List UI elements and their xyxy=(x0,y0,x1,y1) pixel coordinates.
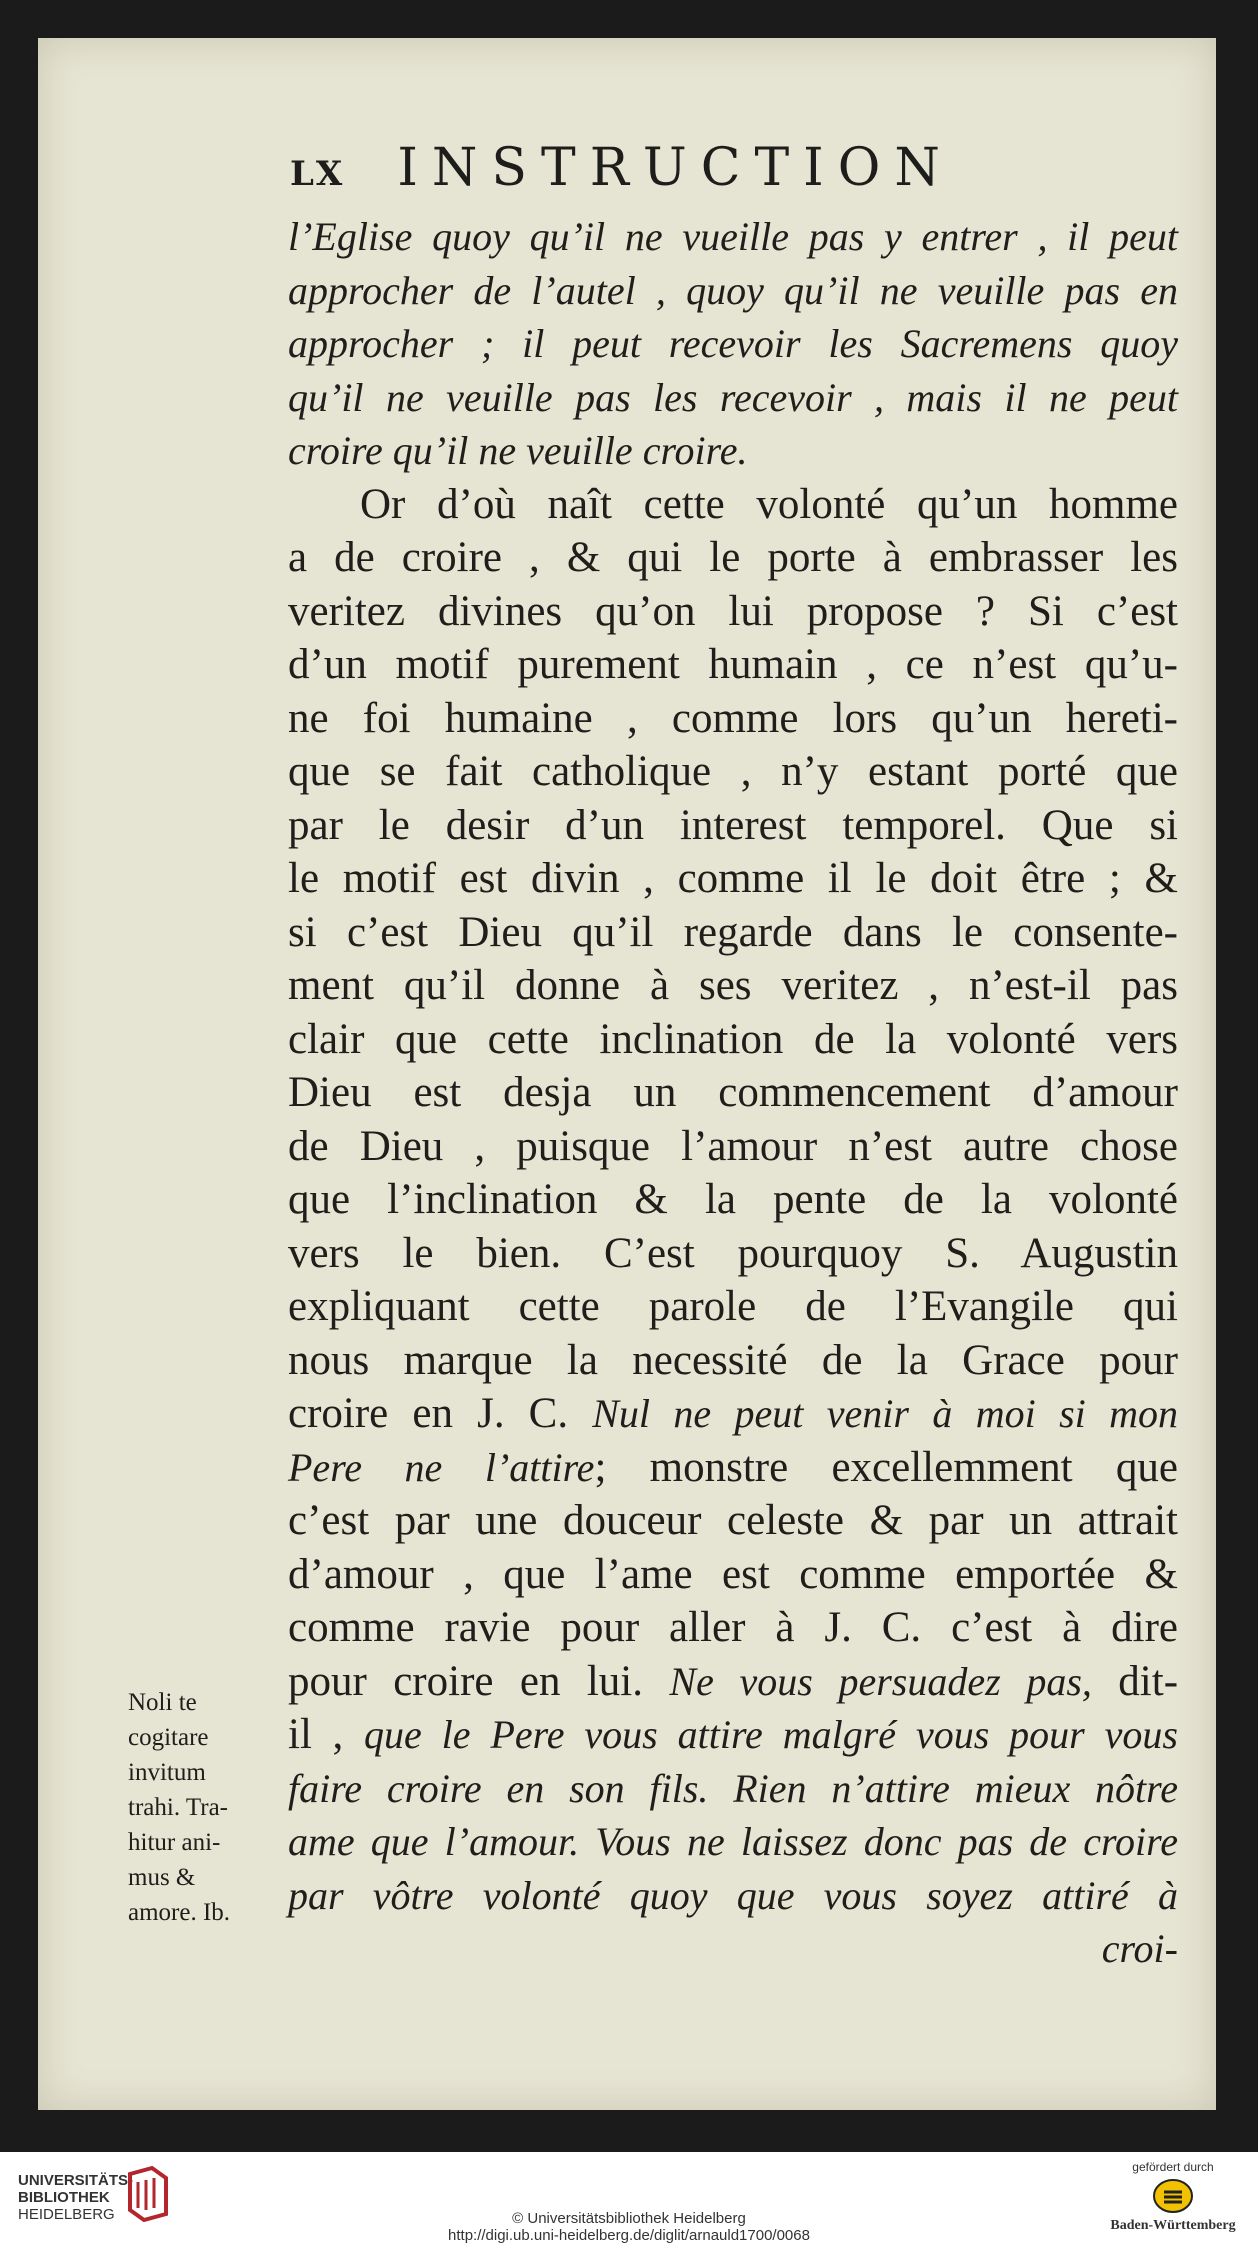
sponsor-label: gefördert durch xyxy=(1132,2160,1214,2174)
catchword: croi- xyxy=(1101,1926,1178,1971)
margin-note-line: invitum xyxy=(128,1759,206,1786)
margin-note xyxy=(128,1685,278,1930)
text-line: approcher ; il peut recevoir les Sacremens quoy xyxy=(288,321,1178,366)
viewer-footer xyxy=(0,2152,1258,2242)
text-line: qu’il ne veuille pas les recevoir , mais il ne peut xyxy=(288,374,1178,420)
text-line: que se fait catholique , n’y estant porté que xyxy=(288,748,1178,795)
library-name-line: BIBLIOTHEK xyxy=(18,2189,110,2206)
text-roman: ; monstre excellemment que xyxy=(594,1443,1178,1491)
folio-number: LX xyxy=(290,154,345,194)
text-line: Dieu est desja un commencement d’amour xyxy=(288,1069,1178,1116)
text-italic: Nul ne peut venir à moi si mon xyxy=(592,1391,1179,1436)
text-line: d’amour , que l’ame est comme emportée & xyxy=(288,1550,1178,1598)
library-name-line: HEIDELBERG xyxy=(18,2206,115,2223)
margin-note-line: Noli te xyxy=(128,1689,197,1716)
library-name-line: UNIVERSITÄTS- xyxy=(18,2172,134,2189)
text-line xyxy=(288,1441,1178,1495)
text-line xyxy=(288,1387,1178,1441)
page-header xyxy=(290,138,954,198)
text-line: faire croire en son fils. Rien n’attire mieux nôtre xyxy=(288,1765,1178,1811)
copyright-block xyxy=(0,2210,1258,2244)
text-line: a de croire , & qui le porte à embrasser les xyxy=(288,534,1178,581)
copyright-text: © Universitätsbibliothek Heidelberg xyxy=(512,2210,746,2227)
sponsor-block xyxy=(1098,2160,1248,2234)
text-line: par le desir d’un interest temporel. Que si xyxy=(288,801,1178,849)
text-line xyxy=(288,1708,1178,1762)
text-italic: que le Pere vous attire malgré vous pour vous xyxy=(363,1712,1178,1757)
permalink[interactable]: http://digi.ub.uni-heidelberg.de/diglit/arnauld1700/0068 xyxy=(448,2227,810,2244)
text-italic: Ne vous persuadez pas, xyxy=(669,1658,1092,1704)
text-roman: pour croire en lui. xyxy=(288,1657,643,1705)
margin-note-line: amore. Ib. xyxy=(128,1899,231,1926)
text-line: comme ravie pour aller à J. C. c’est à dire xyxy=(288,1604,1178,1651)
state-crest-icon xyxy=(1152,2178,1194,2214)
text-roman: il , xyxy=(288,1711,344,1758)
text-line: croire qu’il ne veuille croire. xyxy=(288,428,748,473)
text-line: Or d’où naît cette volonté qu’un homme xyxy=(360,480,1178,528)
text-line: par vôtre volonté quoy que vous soyez attiré à xyxy=(288,1872,1178,1918)
text-line: expliquant cette parole de l’Evangile qui xyxy=(288,1283,1178,1330)
text-line xyxy=(288,1655,1178,1709)
text-line: ame que l’amour. Vous ne laissez donc pas de croire xyxy=(288,1819,1178,1864)
running-head: INSTRUCTION xyxy=(397,138,954,198)
margin-note-line: mus & xyxy=(128,1864,196,1891)
text-line: d’un motif purement humain , ce n’est qu’u- xyxy=(288,641,1178,688)
body-text xyxy=(288,210,1178,1976)
sponsor-name: Baden-Württemberg xyxy=(1110,2218,1236,2233)
text-line: ment qu’il donne à ses veritez , n’est-il pas xyxy=(288,962,1178,1009)
text-line: vers le bien. C’est pourquoy S. Augustin xyxy=(288,1229,1178,1277)
text-roman: dit- xyxy=(1118,1657,1179,1705)
text-line: le motif est divin , comme il le doit être ; & xyxy=(288,855,1178,902)
text-italic: Pere ne l’attire xyxy=(288,1444,595,1490)
text-roman: croire en J. C. xyxy=(288,1390,569,1437)
text-line: ne foi humaine , comme lors qu’un hereti- xyxy=(288,694,1178,742)
text-line: l’Eglise quoy qu’il ne vueille pas y entrer , il peut xyxy=(288,214,1178,259)
text-line: de Dieu , puisque l’amour n’est autre chose xyxy=(288,1122,1178,1170)
margin-note-line: cogitare xyxy=(128,1724,209,1751)
text-line: que l’inclination & la pente de la volonté xyxy=(288,1176,1178,1223)
margin-note-line: hitur ani- xyxy=(128,1829,221,1856)
margin-note-line: trahi. Tra- xyxy=(128,1794,228,1821)
text-line: c’est par une douceur celeste & par un attrait xyxy=(288,1497,1178,1544)
text-line: nous marque la necessité de la Grace pour xyxy=(288,1336,1178,1384)
text-line: clair que cette inclination de la volonté vers xyxy=(288,1015,1178,1063)
text-line: veritez divines qu’on lui propose ? Si c’est xyxy=(288,587,1178,635)
text-line: si c’est Dieu qu’il regarde dans le consente- xyxy=(288,908,1178,956)
text-line: approcher de l’autel , quoy qu’il ne veuille pas en xyxy=(288,267,1178,313)
